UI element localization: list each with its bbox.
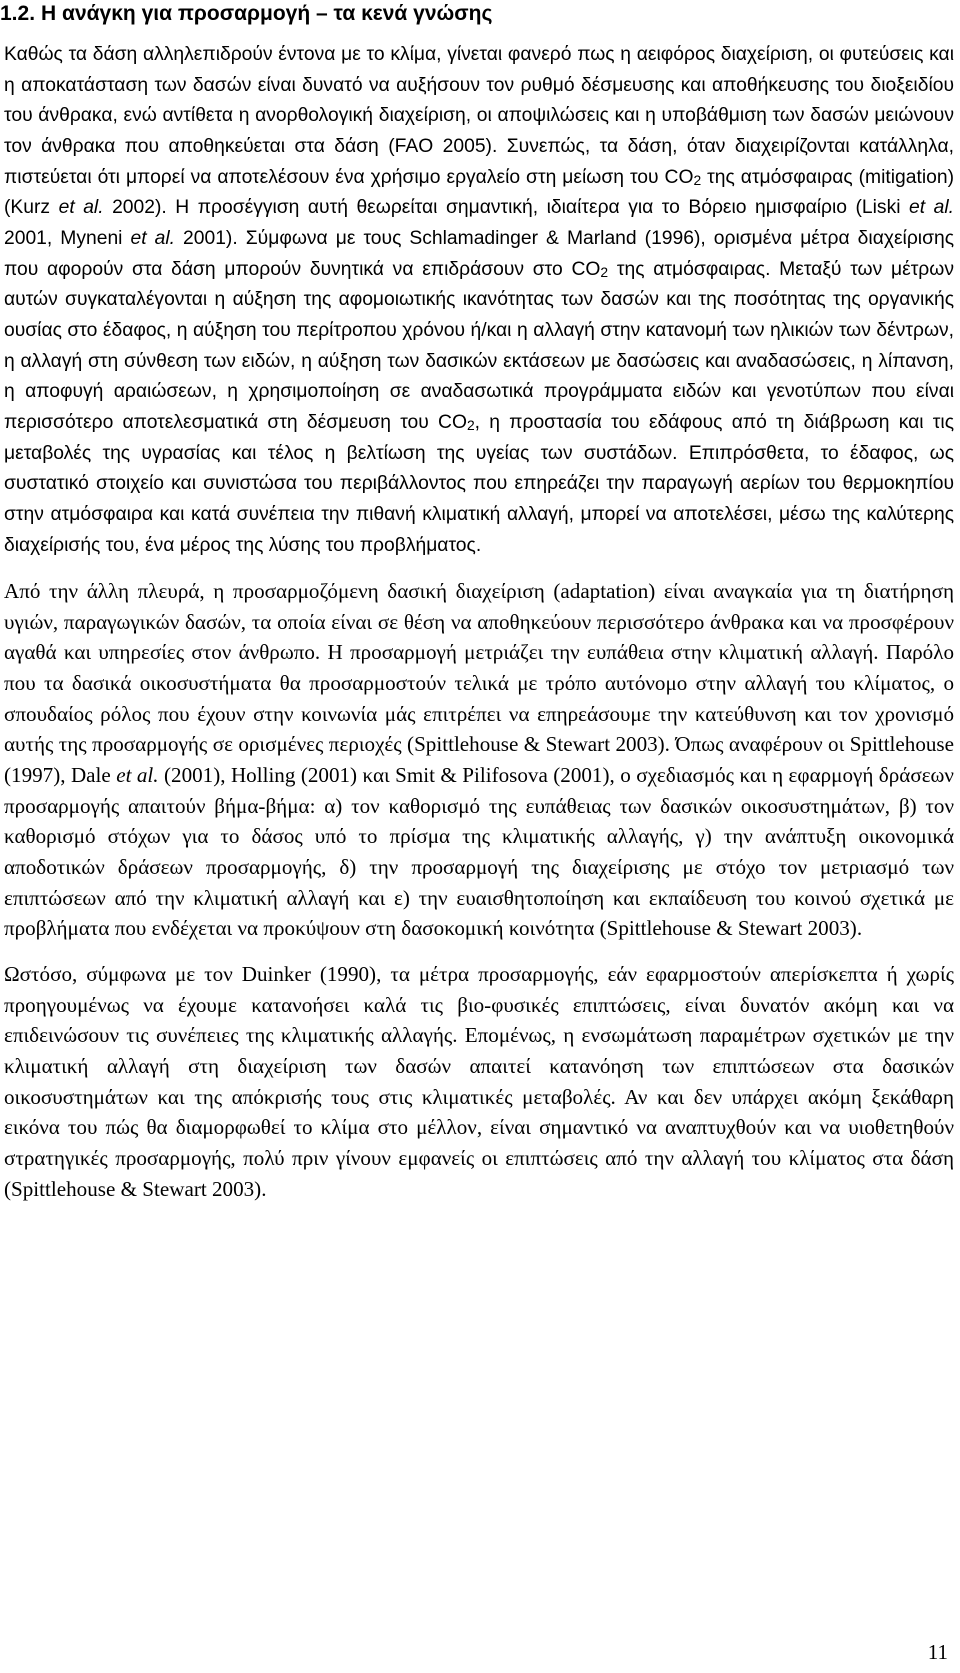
subscript-text: 2 — [600, 263, 609, 280]
page-number: 11 — [927, 1640, 948, 1664]
paragraph — [4, 40, 954, 561]
italic-text: et al. — [58, 197, 104, 219]
section-heading — [0, 0, 492, 28]
section-number: 1.2. — [0, 2, 36, 25]
text-run: Από την άλλη πλευρά, η προσαρμοζόμενη δασική διαχείριση (adaptation) είναι αναγκαία για τη διατήρηση υγιών, παραγωγικών δασών, τα οποία είναι σε θέση να αποθηκεύουν περισσότερο άνθρακα και να προσφέρουν αγαθά και υπηρεσίες στον άνθρωπο. Η προσαρμογή μετριάζει την ευπάθεια στην κλιματική αλλαγή. Παρόλο που τα δασικά οικοσυστήματα θα προσαρμοστούν τελικά με τρόπο αυτόνομο στην αλλαγή του κλίματος, ο σπουδαίος ρόλος που έχουν στην κοινωνία μάς επιτρέπει να επηρεάσουμε την κατεύθυνση και τον χρονισμό αυτής της προσαρμογής σε ορισμένες περιοχές (Spittlehouse & Stewart 2003). Όπως αναφέρουν οι Spittlehouse (1997), Dale — [4, 579, 954, 788]
italic-text: et al. — [130, 227, 175, 249]
paragraph — [4, 576, 954, 944]
text-run: της ατμόσφαιρας. Μεταξύ των μέτρων αυτών συγκαταλέγονται η αύξηση της αφομοιωτικής ικανότητας των δασών και της ποσότητας της οργανικής ουσίας στο έδαφος, η αύξηση του περίτροπου χρόνου ή/και η αλλαγή στην κατανομή των ηλικιών των δέντρων, η αλλαγή στη σύνθεση των ειδών, η αύξηση των δασικών εκτάσεων με δασώσεις και αναδασώσεις, η λίπανση, η αποφυγή αραιώσεων, η χρησιμοποίηση σε αναδασωτικά προγράμματα ειδών και γενοτύπων που είναι περισσότερο αποτελεσματικά στη δέσμευση του CO — [4, 258, 954, 433]
body-text — [4, 40, 954, 1204]
text-run: Ωστόσο, σύμφωνα με τον Duinker (1990), τα μέτρα προσαρμογής, εάν εφαρμοστούν απερίσκεπτα ή χωρίς προηγουμένως να έχουμε κατανοήσει καλά τις βιο-φυσικές επιπτώσεις, είναι δυνατόν ακόμη και να επιδεινώσουν τις συνέπειες της κλιματικής αλλαγής. Επομένως, η ενσωμάτωση παραμέτρων σχετικών με την κλιματική αλλαγή στη διαχείριση των δασών απαιτεί κατανόηση των επιπτώσεων στα δασικών οικοσυστημάτων και της απόκρισής τους στις κλιματικές μεταβολές. Αν και δεν υπάρχει ακόμη ξεκάθαρη εικόνα του πώς θα διαμορφωθεί το κλίμα στο μέλλον, είναι σημαντικό να αναπτυχθούν και να υιοθετηθούν στρατηγικές προσαρμογής, πολύ πριν γίνουν εμφανείς οι επιπτώσεις από την αλλαγή του κλίματος στα δάση (Spittlehouse & Stewart 2003). — [4, 962, 954, 1201]
text-run: (2001), Holling (2001) και Smit & Pilifosova (2001), ο σχεδιασμός και η εφαρμογή δράσεων προσαρμογής απαιτούν βήμα-βήμα: α) τον καθορισμό της ευπάθειας των δασικών οικοσυστημάτων, β) τον καθορισμό στόχων για το δάσος υπό το πρίσμα της κλιματικής αλλαγής, γ) την ανάπτυξη οικονομικά αποδοτικών δράσεων προσαρμογής, δ) την προσαρμογή της διαχείρισης με στόχο τον μετριασμό των επιπτώσεων από την κλιματική αλλαγή και ε) την ευαισθητοποίηση και εκπαίδευση του κοινού σχετικά με προβλήματα που ενδέχεται να προκύψουν στη δασοκομική κοινότητα (Spittlehouse & Stewart 2003). — [4, 763, 954, 941]
text-run: 2001). Σύμφωνα με τους Schlamadinger & Marland (1996), ορισμένα μέτρα διαχείρισης που αφορούν στα δάση μπορούν δυνητικά να επιδράσουν στο CO — [4, 227, 955, 280]
text-run: 2002). Η προσέγγιση αυτή θεωρείται σημαντική, ιδιαίτερα για το Βόρειο ημισφαίριο (Liski — [103, 197, 910, 219]
text-run: 2001, Myneni — [4, 227, 131, 249]
italic-text: et al. — [116, 763, 159, 788]
text-run: της ατμόσφαιρας (mitigation) (Kurz — [4, 166, 954, 219]
text-run: Καθώς τα δάση αλληλεπιδρούν έντονα με το κλίμα, γίνεται φανερό πως η αειφόρος διαχείριση, οι φυτεύσεις και η αποκατάσταση των δασών είναι δυνατό να αυξήσουν τον ρυθμό δέσμευσης και αποθήκευσης του διοξειδίου του άνθρακα, ενώ αντίθετα η ανορθολογική διαχείριση, οι αποψιλώσεις και η υποβάθμιση των δασών μειώνουν τον άνθρακα που αποθηκεύεται στα δάση (FAO 2005). Συνεπώς, τα δάση, όταν διαχειρίζονται κατάλληλα, πιστεύεται ότι μπορεί να αποτελέσουν ένα χρήσιμο εργαλείο στη μείωση του CO — [4, 44, 954, 188]
subscript-text: 2 — [466, 416, 475, 433]
subscript-text: 2 — [693, 171, 702, 188]
paragraph — [4, 959, 954, 1204]
section-title: Η ανάγκη για προσαρμογή – τα κενά γνώσης — [41, 2, 493, 25]
italic-text: et al. — [909, 197, 954, 219]
text-run: , η προστασία του εδάφους από τη διάβρωση και τις μεταβολές της υγρασίας και τέλος η βελτίωση της υγείας των συστάδων. Επιπρόσθετα, το έδαφος, ως συστατικό στοιχείο και συνιστώσα του περιβάλλοντος που επηρεάζει την παραγωγή αερίων του θερμοκηπίου στην ατμόσφαιρα και κατά συνέπεια την πιθανή κλιματική αλλαγή, μπορεί να αποτελέσει, μέσω της καλύτερης διαχείρισής του, ένα μέρος της λύσης του προβλήματος. — [4, 411, 954, 556]
